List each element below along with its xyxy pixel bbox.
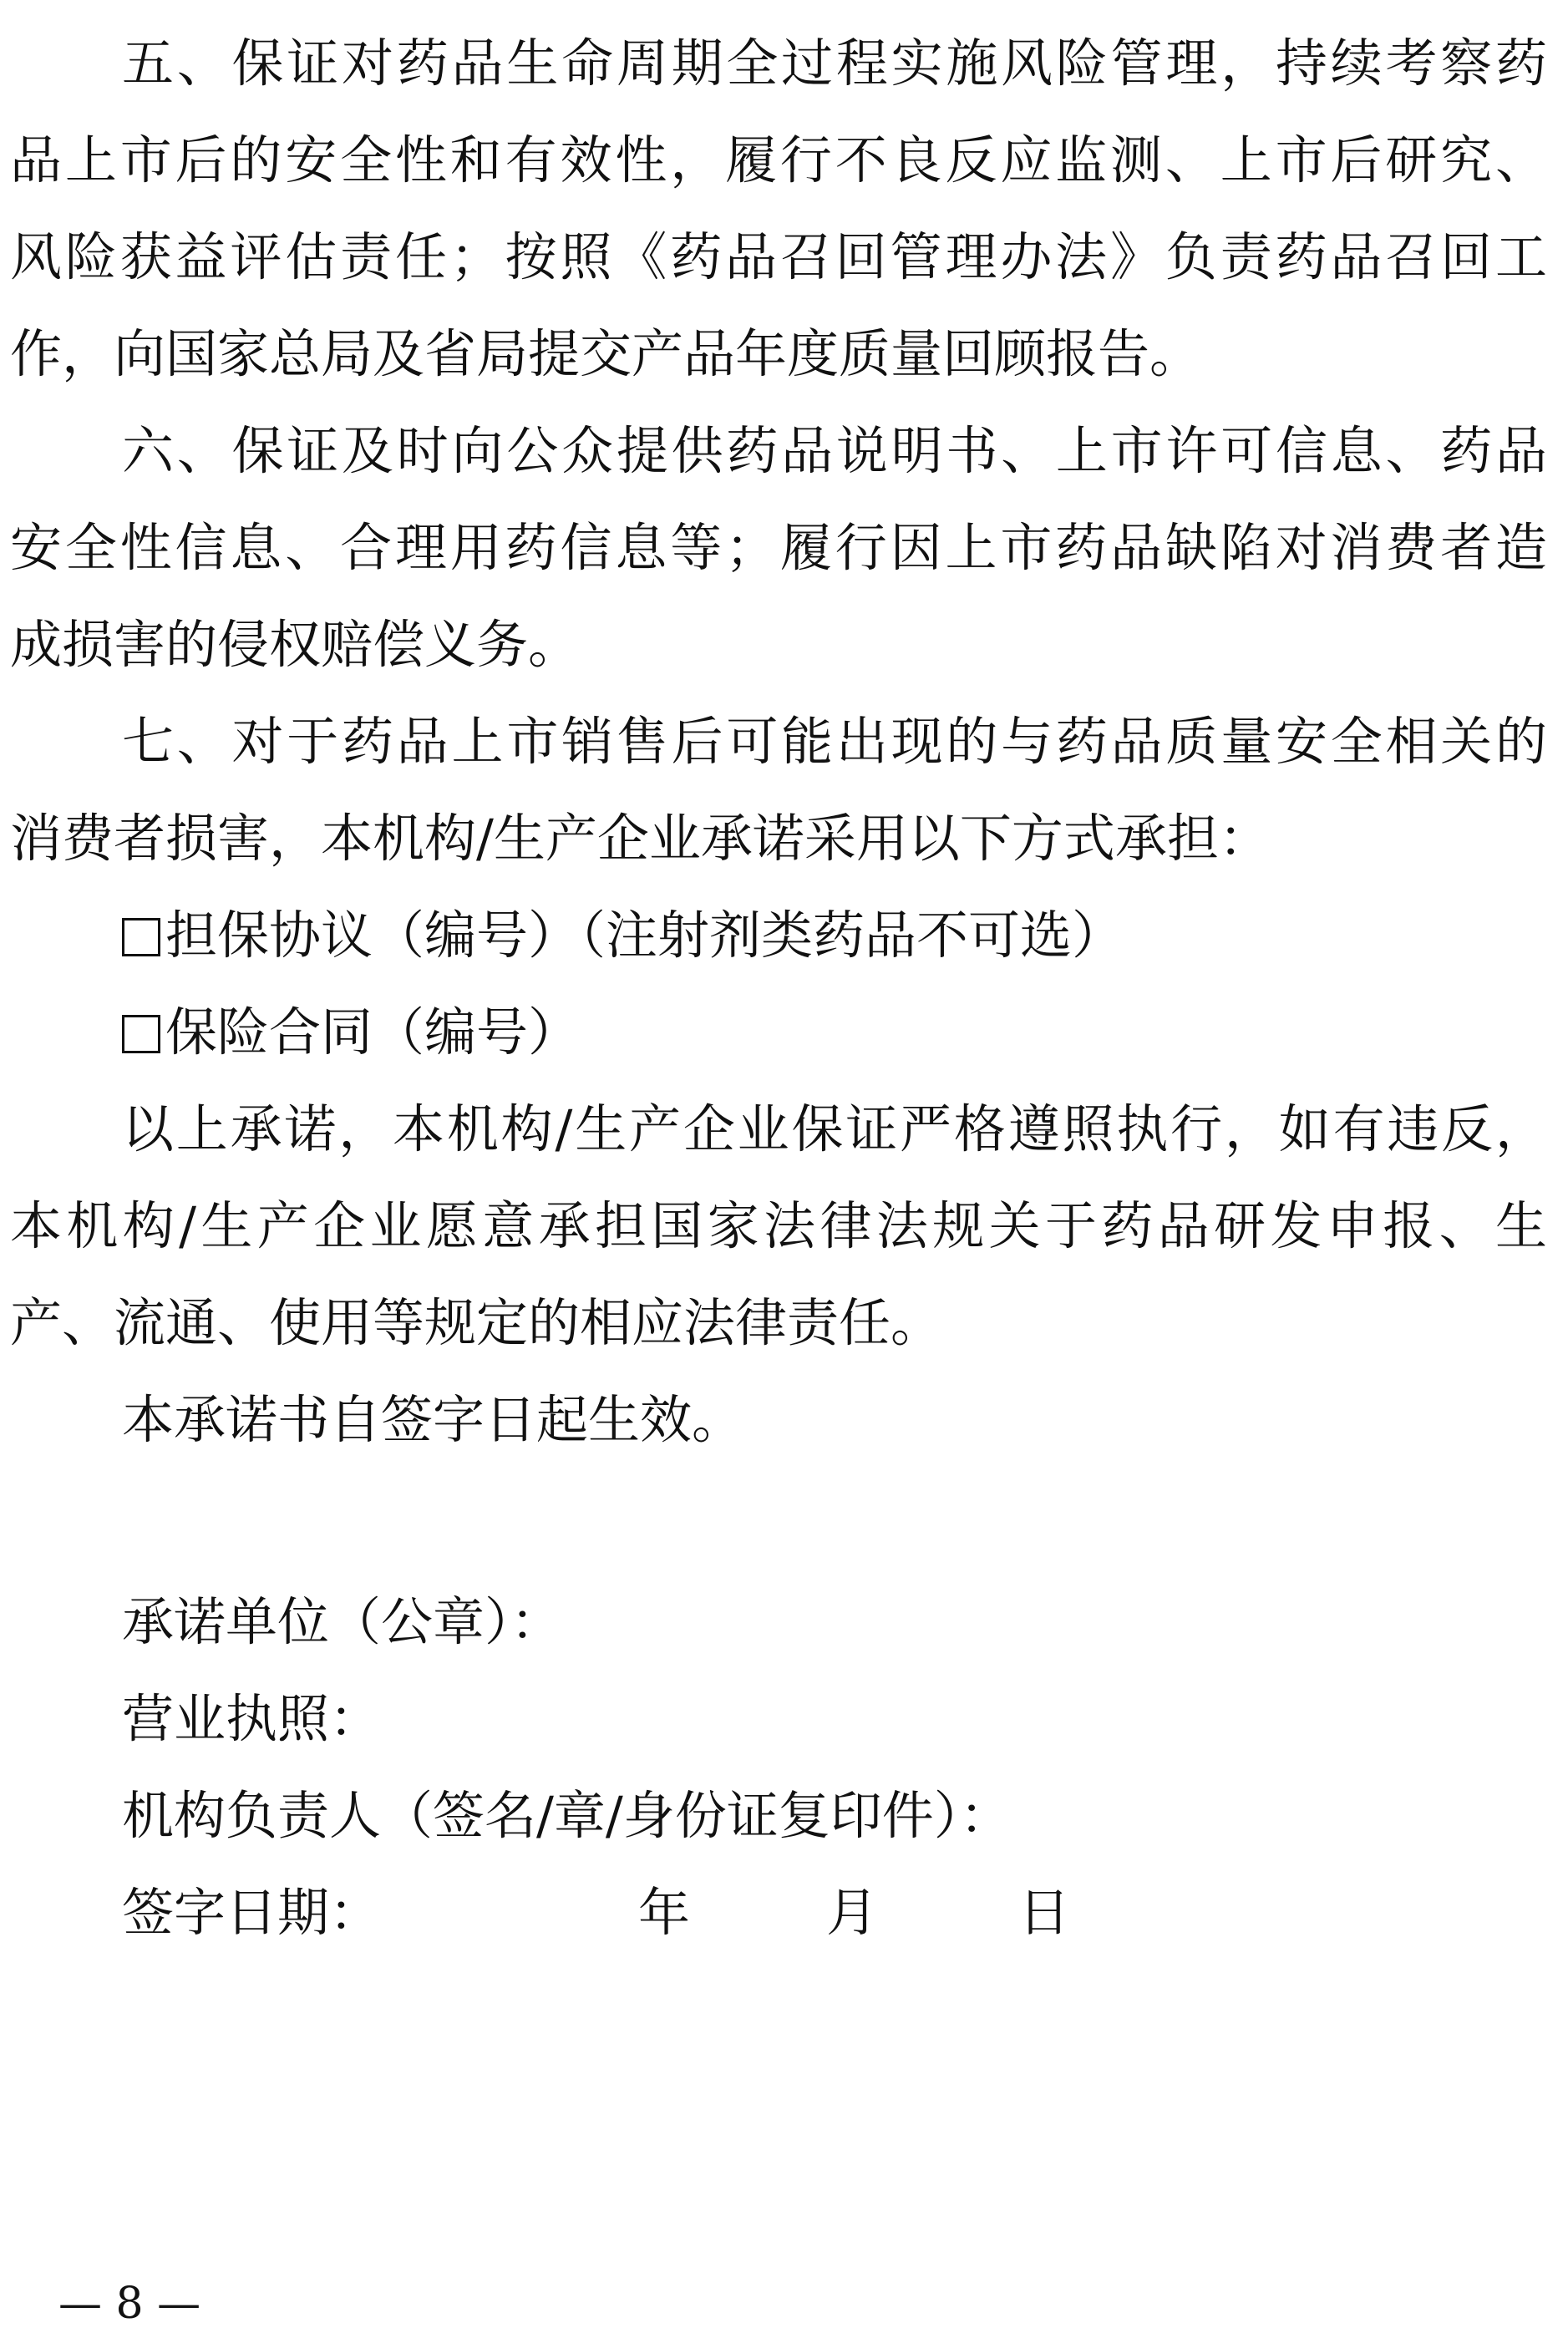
- effective-statement: 本承诺书自签字日起生效。: [122, 1389, 744, 1450]
- option-insurance-contract-label: 保险合同（编号）: [165, 1002, 581, 1062]
- signature-unit-label: 承诺单位（公章）：: [122, 1591, 563, 1652]
- paragraph-5-line-3: 风险获益评估责任；按照《药品召回管理办法》负责药品召回工: [10, 226, 1547, 287]
- commitment-line-2: 本机构/生产企业愿意承担国家法律法规关于药品研发申报、生: [10, 1195, 1547, 1256]
- paragraph-7-line-2: 消费者损害，本机构/生产企业承诺采用以下方式承担：: [10, 808, 1271, 869]
- signature-date-row: [122, 1864, 1124, 1961]
- paragraph-6-line-2: 安全性信息、合理用药信息等；履行因上市药品缺陷对消费者造: [10, 517, 1547, 578]
- checkbox-insurance-contract[interactable]: [122, 1015, 160, 1053]
- commitment-line-3: 产、流通、使用等规定的相应法律责任。: [10, 1292, 943, 1353]
- signature-date-month: 月: [826, 1882, 879, 1943]
- signature-date-day: 日: [1018, 1882, 1071, 1943]
- option-insurance-contract: [122, 984, 580, 1081]
- page-number: — 8 —: [58, 2279, 201, 2329]
- paragraph-5-line-2: 品上市后的安全性和有效性，履行不良反应监测、上市后研究、: [10, 129, 1547, 190]
- paragraph-6-line-3: 成损害的侵权赔偿义务。: [10, 614, 581, 675]
- signature-date-label: 签字日期：: [122, 1882, 382, 1943]
- signature-license-label: 营业执照：: [122, 1688, 382, 1749]
- option-guarantee-agreement-label: 担保协议（编号）（注射剂类药品不可选）: [165, 905, 1124, 966]
- signature-date-year: 年: [638, 1882, 691, 1943]
- paragraph-5-line-1: 五、保证对药品生命周期全过程实施风险管理，持续考察药: [122, 33, 1547, 94]
- signature-head-label: 机构负责人（签名/章/身份证复印件）：: [122, 1785, 1012, 1846]
- paragraph-5-line-4: 作，向国家总局及省局提交产品年度质量回顾报告。: [10, 323, 1202, 384]
- option-guarantee-agreement: [122, 887, 1124, 984]
- commitment-line-1: 以上承诺，本机构/生产企业保证严格遵照执行，如有违反，: [122, 1098, 1547, 1159]
- checkbox-guarantee-agreement[interactable]: [122, 918, 160, 956]
- paragraph-7-line-1: 七、对于药品上市销售后可能出现的与药品质量安全相关的: [122, 711, 1547, 772]
- paragraph-6-line-1: 六、保证及时向公众提供药品说明书、上市许可信息、药品: [122, 420, 1547, 481]
